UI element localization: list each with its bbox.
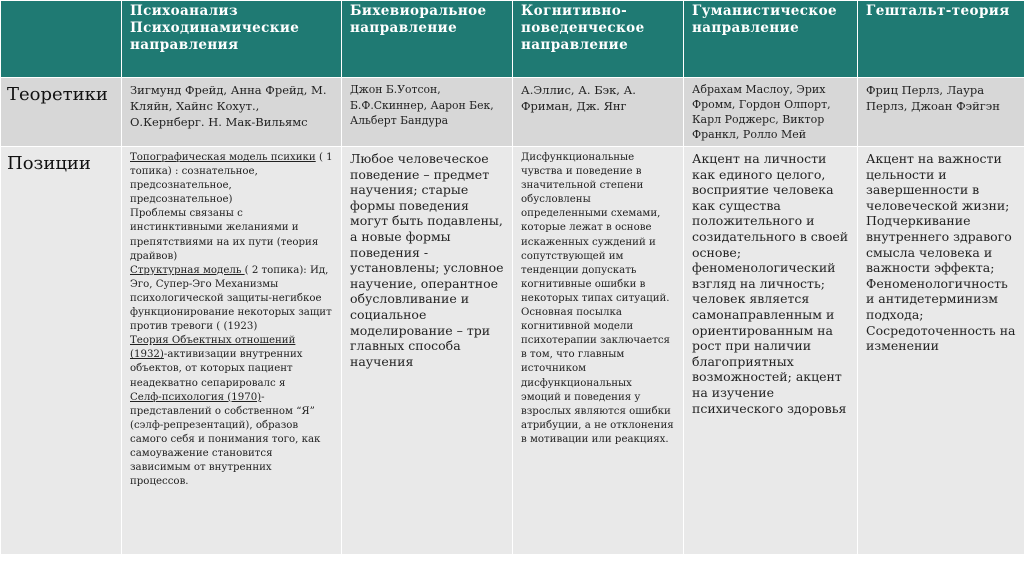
psycho-position-text: Проблемы связаны с инстинктивными желаниями и препятствиями на их пути (теория драйвов) (130, 208, 319, 262)
psycho-position-heading: Топографическая модель психики (130, 152, 316, 163)
header-cog-line3: направление (521, 37, 629, 53)
psycho-position-heading: Структурная модель (130, 264, 245, 276)
positions-humanistic: Акцент на личности как единого целого, восприятие человека как существа положительного и созидательного в своей основе; феноменологический взгляд на личность; человек является самонаправленным и ориентированным на рост при наличии благоприятных возможностей; акцент на изучение психического здоровья (684, 147, 858, 555)
positions-label: Позиции (1, 147, 122, 555)
header-behav-line1: Бихевиоральное (350, 3, 487, 19)
header-humanistic (684, 1, 858, 78)
header-row (1, 1, 1024, 78)
theorists-label: Теоретики (1, 78, 122, 147)
psycho-position-text: ( 2 топика): Ид, Эго, Супер-Эго Механизмы психологической защиты-негибкое функционирование некоторых защит против тревоги ( (1923) (130, 264, 332, 333)
header-hum-line2: направление (692, 20, 800, 36)
psycho-position-text: -представлений о собственном “Я” (сэлф-репрезентаций), образов самого себя и понимания того, как самоуважение становится зависимым от внутренних процессов. (130, 391, 321, 488)
positions-row (1, 147, 1024, 555)
header-psycho-line2: Психодинамические (130, 20, 300, 36)
header-psychoanalysis (122, 1, 342, 78)
psycho-position-heading: Селф-психология (1970) (130, 391, 262, 403)
theorists-gestalt: Фриц Перлз, Лаура Перлз, Джоан Фэйгэн (858, 78, 1024, 147)
theorists-row (1, 78, 1024, 147)
header-psycho-line1: Психоанализ (130, 3, 238, 19)
header-gestalt (858, 1, 1024, 78)
psycho-position-text: -активизации внутренних объектов, от которых пациент неадекватно сепарировалс я (130, 349, 303, 389)
theorists-behavioral: Джон Б.Уотсон, Б.Ф.Скиннер, Аарон Бек, Альберт Бандура (342, 78, 513, 147)
header-cog-line1: Когнитивно- (521, 3, 628, 19)
header-psycho-line3: направления (130, 37, 239, 53)
header-hum-line1: Гуманистическое (692, 3, 837, 19)
header-gestalt-label: Гештальт-теория (866, 3, 1010, 19)
positions-psychoanalysis (122, 147, 342, 555)
positions-cognitive: Дисфункциональные чувства и поведение в значительной степени обусловлены определенными схемами, которые лежат в основе искаженных суждений и сопутствующей им тенденции допускать когнитивные ошибки в некоторых типах ситуаций. Основная посылка когнитивной модели психотерапии заключается в том, что главным источником дисфункциональных эмоций и поведения у взрослых являются ошибки атрибуции, а не отклонения в мотивации или реакциях. (513, 147, 684, 555)
positions-gestalt: Акцент на важности цельности и завершенности в человеческой жизни; Подчеркивание внутреннего здравого смысла человека и важности эффекта; Феноменологичность и антидетерминизм подхода; Сосредоточенность на изменении (858, 147, 1024, 555)
theorists-cognitive: А.Эллис, А. Бэк, А. Фриман, Дж. Янг (513, 78, 684, 147)
theorists-humanistic: Абрахам Маслоу, Эрих Фромм, Гордон Олпорт, Карл Роджерс, Виктор Франкл, Ролло Мей (684, 78, 858, 147)
header-corner (1, 1, 122, 78)
psycho-positions-text (130, 151, 333, 489)
psycho-position-text: ( 1 топика) : сознательное, предсознательное, предсознательное) (130, 152, 333, 206)
psycho-position-heading: Теория Объектных отношений (1932) (130, 335, 296, 361)
header-cognitive (513, 1, 684, 78)
theorists-psychoanalysis: Зигмунд Фрейд, Анна Фрейд, М. Кляйн, Хайнс Кохут., О.Кернберг. Н. Мак-Вильямс (122, 78, 342, 147)
positions-behavioral: Любое человеческое поведение – предмет научения; старые формы поведения могут быть подавлены, а новые формы поведения - установлены; условное научение, оперантное обусловливание и социальное моделирование – три главных способа научения (342, 147, 513, 555)
header-cog-line2: поведенческое (521, 20, 645, 36)
header-behav-line2: направление (350, 20, 458, 36)
header-behavioral (342, 1, 513, 78)
